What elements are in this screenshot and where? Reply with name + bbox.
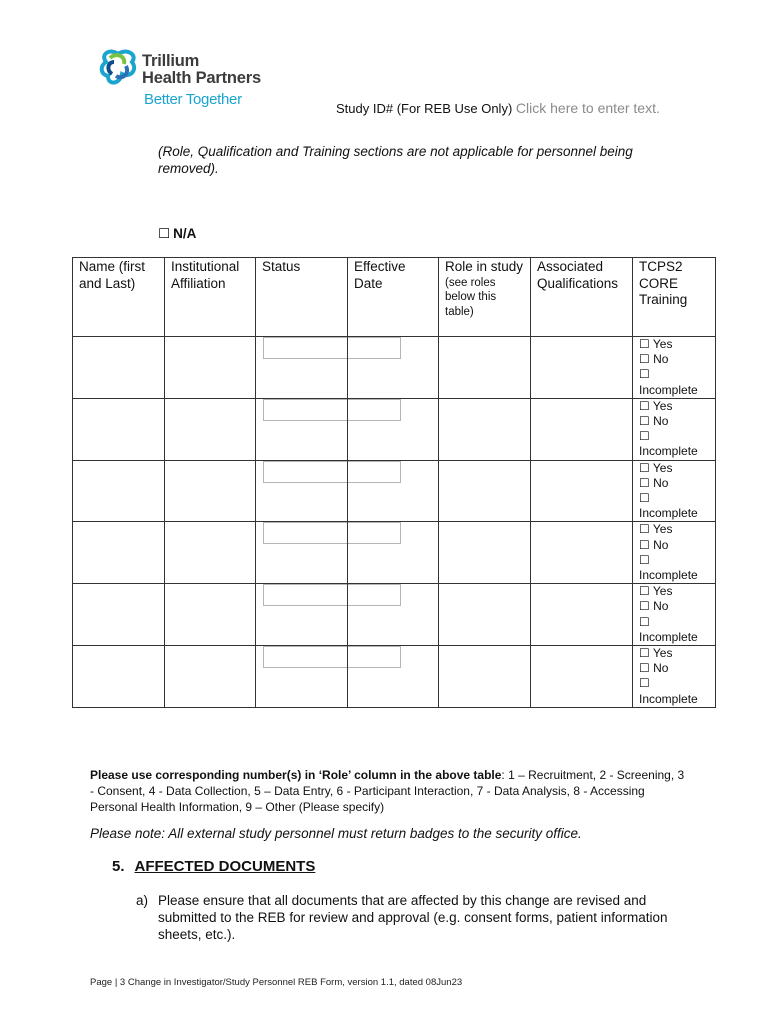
role-cell[interactable] [439, 398, 531, 460]
training-incomplete-checkbox[interactable]: ☐ [639, 429, 650, 444]
na-label: N/A [173, 226, 197, 241]
affiliation-cell[interactable] [165, 398, 256, 460]
study-id-input[interactable]: Click here to enter text. [515, 100, 660, 116]
training-yes-checkbox[interactable]: ☐ Yes [639, 522, 673, 537]
effective-date-cell[interactable] [348, 398, 439, 460]
qualifications-cell[interactable] [531, 398, 633, 460]
name-cell[interactable] [73, 398, 165, 460]
table-row [73, 337, 716, 399]
training-incomplete-label: Incomplete [639, 444, 698, 459]
qualifications-cell[interactable] [531, 460, 633, 522]
header-training: TCPS2 CORE Training [633, 258, 716, 337]
training-no-checkbox[interactable]: ☐ No [639, 599, 669, 614]
role-cell[interactable] [439, 646, 531, 708]
training-cell [633, 398, 716, 460]
effective-date-cell[interactable] [348, 584, 439, 646]
list-item-text: Please ensure that all documents that are affected by this change are revised and submitted to the REB for review and approval (e.g. consent forms, patient information sheets, etc.). [158, 893, 668, 942]
effective-date-cell[interactable] [348, 460, 439, 522]
role-cell[interactable] [439, 584, 531, 646]
cell-divider [347, 584, 348, 645]
table-row [73, 522, 716, 584]
qualifications-cell[interactable] [531, 646, 633, 708]
header-role [439, 258, 531, 337]
study-id-label: Study ID# (For REB Use Only) [336, 101, 513, 116]
logo-line-2: Health Partners [142, 69, 261, 87]
section-number: 5. [112, 858, 125, 875]
training-incomplete-checkbox[interactable]: ☐ [639, 552, 650, 567]
role-cell[interactable] [439, 522, 531, 584]
effective-date-cell[interactable] [348, 337, 439, 399]
effective-date-cell[interactable] [348, 646, 439, 708]
training-incomplete-checkbox[interactable]: ☐ [639, 491, 650, 506]
training-incomplete-checkbox[interactable]: ☐ [639, 367, 650, 382]
table-row [73, 460, 716, 522]
affiliation-cell[interactable] [165, 460, 256, 522]
training-incomplete-label: Incomplete [639, 568, 698, 583]
training-cell [633, 522, 716, 584]
header-role-note: (see roles below this table) [445, 276, 497, 318]
roles-note [90, 767, 690, 815]
roles-note-text: : 1 – Recruitment, 2 - Screening, 3 - Consent, 4 - Data Collection, 5 – Data Entry, 6 - Participant Interaction, 7 - Data Analysis, 8 - Accessing Personal Health Information, 9 – Other (Please specify) [90, 768, 685, 814]
status-cell[interactable] [256, 460, 348, 522]
trillium-logo [98, 48, 268, 112]
affiliation-cell[interactable] [165, 337, 256, 399]
training-cell [633, 460, 716, 522]
header-name: Name (first and Last) [73, 258, 165, 337]
table-row [73, 646, 716, 708]
intro-note: (Role, Qualification and Training sections are not applicable for personnel being removed). [158, 144, 633, 176]
training-yes-checkbox[interactable]: ☐ Yes [639, 460, 673, 475]
qualifications-cell[interactable] [531, 337, 633, 399]
badge-note: Please note: All external study personnel must return badges to the security office. [90, 826, 582, 841]
section-5-heading [112, 858, 315, 876]
table-row [73, 398, 716, 460]
training-incomplete-label: Incomplete [639, 629, 698, 644]
training-incomplete-label: Incomplete [639, 506, 698, 521]
list-item-marker: a) [136, 893, 149, 908]
role-cell[interactable] [439, 337, 531, 399]
affiliation-cell[interactable] [165, 522, 256, 584]
training-incomplete-label: Incomplete [639, 691, 698, 706]
training-incomplete-checkbox[interactable]: ☐ [639, 676, 650, 691]
training-incomplete-label: Incomplete [639, 382, 698, 397]
header-qualifications: Associated Qualifications [531, 258, 633, 337]
logo-tagline: Better Together [144, 91, 242, 108]
table-header-row [73, 258, 716, 337]
training-no-checkbox[interactable]: ☐ No [639, 537, 669, 552]
cell-divider [347, 399, 348, 460]
training-cell [633, 646, 716, 708]
training-cell [633, 584, 716, 646]
cell-divider [347, 646, 348, 707]
training-yes-checkbox[interactable]: ☐ Yes [639, 584, 673, 599]
na-checkbox-row[interactable] [158, 225, 196, 242]
header-affiliation: Institutional Affiliation [165, 258, 256, 337]
personnel-table [72, 257, 716, 708]
section-title: AFFECTED DOCUMENTS [134, 858, 316, 875]
header-effective-date: Effective Date [348, 258, 439, 337]
role-cell[interactable] [439, 460, 531, 522]
na-checkbox[interactable]: ☐ [158, 226, 171, 241]
cell-divider [347, 522, 348, 583]
affiliation-cell[interactable] [165, 646, 256, 708]
training-no-checkbox[interactable]: ☐ No [639, 475, 669, 490]
page-footer: Page | 3 Change in Investigator/Study Personnel REB Form, version 1.1, dated 08Jun23 [90, 977, 463, 988]
header-role-label: Role in study [445, 259, 524, 274]
training-yes-checkbox[interactable]: ☐ Yes [639, 337, 673, 351]
cell-divider [347, 337, 348, 398]
trillium-emblem-icon [98, 48, 140, 92]
training-cell [633, 337, 716, 399]
logo-line-1: Trillium [142, 52, 200, 70]
effective-date-cell[interactable] [348, 522, 439, 584]
training-incomplete-checkbox[interactable]: ☐ [639, 614, 650, 629]
study-id-line [336, 100, 660, 117]
training-no-checkbox[interactable]: ☐ No [639, 661, 669, 676]
name-cell[interactable] [73, 584, 165, 646]
status-cell[interactable] [256, 337, 348, 399]
training-yes-checkbox[interactable]: ☐ Yes [639, 398, 673, 413]
status-cell[interactable] [256, 646, 348, 708]
table-row [73, 584, 716, 646]
qualifications-cell[interactable] [531, 584, 633, 646]
name-cell[interactable] [73, 646, 165, 708]
status-cell[interactable] [256, 522, 348, 584]
affiliation-cell[interactable] [165, 584, 256, 646]
list-item [136, 892, 676, 943]
name-cell[interactable] [73, 337, 165, 399]
training-yes-checkbox[interactable]: ☐ Yes [639, 646, 673, 661]
header-status: Status [256, 258, 348, 337]
roles-note-lead: Please use corresponding number(s) in ‘Role’ column in the above table [90, 768, 502, 782]
cell-divider [347, 461, 348, 522]
status-cell[interactable] [256, 584, 348, 646]
qualifications-cell[interactable] [531, 522, 633, 584]
name-cell[interactable] [73, 460, 165, 522]
training-no-checkbox[interactable]: ☐ No [639, 352, 669, 367]
status-cell[interactable] [256, 398, 348, 460]
training-no-checkbox[interactable]: ☐ No [639, 414, 669, 429]
name-cell[interactable] [73, 522, 165, 584]
